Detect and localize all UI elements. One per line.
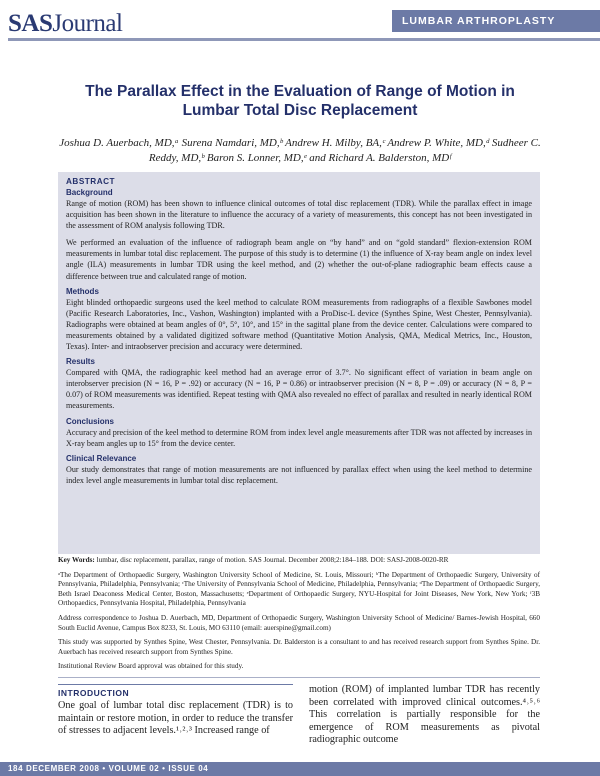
article-info xyxy=(58,556,540,677)
footer-text: 184 DECEMBER 2008 • VOLUME 02 • ISSUE 04 xyxy=(8,764,209,773)
body-divider xyxy=(58,677,540,678)
funding-statement: This study was supported by Synthes Spine, West Chester, Pennsylvania. Dr. Balderston is a consultant to and has received research support from Synthes Spine. Dr. Auerbach has received research support from Synthes Spine. xyxy=(58,638,540,656)
irb-statement: Institutional Review Board approval was obtained for this study. xyxy=(58,662,244,671)
body-column-right xyxy=(309,684,540,747)
introduction-text-right: motion (ROM) of implanted lumbar TDR has recently been correlated with improved clinical outcomes.⁴˒⁵˒⁶ This correlation is partially responsible for the emergence of ROM measurements as pivotal radiographic outcome xyxy=(309,684,540,746)
keywords-line xyxy=(58,556,540,566)
abstract-box xyxy=(58,172,540,554)
conclusions-paragraph: Accuracy and precision of the keel method to determine ROM from index level angle measurements after TDR was not affected by increases in X-ray beam angles up to 15° from the device center. xyxy=(66,427,532,448)
clinical-relevance-paragraph: Our study demonstrates that range of motion measurements are not influenced by parallax effect when using the keel method to determine index level angle measurements in lumbar total disc replacement. xyxy=(66,464,532,485)
introduction-text-left: One goal of lumbar total disc replacement (TDR) is to maintain or restore motion, in order to reduce the transfer of stresses to adjacent levels.¹˒²˒³ Increased range of xyxy=(58,700,293,737)
introduction-heading: INTRODUCTION xyxy=(58,684,293,698)
background-paragraph-2: We performed an evaluation of the influence of radiograph beam angle on “by hand” and on “gold standard” flexion-extension ROM measurements in lumbar total disc replacement. The purpose of this study is to determine (1) the influence of X-ray beam angle on index level angle (ILA) measurements in lumbar TDR using the keel method, and (2) whether the out-of-plane radiographic beam effects cause a difference between true and calculated range of motion. xyxy=(66,238,532,281)
keywords-label: Key Words: xyxy=(58,556,95,564)
header-divider xyxy=(8,38,600,41)
background-paragraph-1: Range of motion (ROM) has been shown to influence clinical outcomes of total disc replacement (TDR). While the parallax effect in image acquisition has been shown in the literature to influence the accuracy of a variety of measurements, this concept has not been investigated in the assessment of ROM analysis following TDR. xyxy=(66,199,532,231)
journal-logo: SASJournal xyxy=(8,10,123,37)
keywords-text: lumbar, disc replacement, parallax, range of motion. SAS Journal. December 2008;2:184–188. DOI: SASJ-2008-0020-RR xyxy=(96,556,449,564)
body-column-left xyxy=(58,684,293,738)
clinical-relevance-heading: Clinical Relevance xyxy=(66,453,137,463)
background-heading: Background xyxy=(66,188,113,197)
methods-heading: Methods xyxy=(66,286,99,296)
author-list: Joshua D. Auerbach, MD,ᵃ Surena Namdari, MD,ᵇ Andrew H. Milby, BA,ᶜ Andrew P. White, MD,ᵈ Sudheer C. Reddy, MD,ᵇ Baron S. Lonner, MD,ᵉ and Richard A. Balderston, MDᶠ xyxy=(59,137,541,164)
abstract-heading: ABSTRACT xyxy=(66,177,116,186)
article-title: The Parallax Effect in the Evaluation of Range of Motion in Lumbar Total Disc Replacement xyxy=(85,83,515,119)
results-paragraph: Compared with QMA, the radiographic keel method had an average error of 3.7°. No significant effect of variation in beam angle on interobserver precision (N = 16, P = .92) or accuracy (N = 16, P = 0.86) or intraobserver precision (N = 8, P = .09) or accuracy (N = 8, P = 0.07) of ROM measurements was identified. Repeat testing with QMA also revealed no effect of parallax and resulted in nearly identical ROM measurements. xyxy=(66,368,532,411)
methods-paragraph: Eight blinded orthopaedic surgeons used the keel method to calculate ROM measurements from radiographs of a flexible Sawbones model (Pacific Research Laboratories, Inc., Vashon, Washington) implanted with a ProDisc-L device (Synthes Spine, West Chester, Pennsylvania). Radiographs were obtained at beam angles of 0°, 5°, 10°, and 15° in the sagittal plane from the device center. Calculations were compared to measurements obtained by a validated digitized software method (Quantitative Motion Analysis, QMA, Medical Metrics, Inc., Houston, Texas). Inter- and intraobserver precision and accuracy were determined. xyxy=(66,297,532,352)
page-footer xyxy=(0,762,600,776)
correspondence: Address correspondence to Joshua D. Auerbach, MD, Department of Orthopaedic Surgery, Washington University School of Medicine/ Barnes-Jewish Hospital, 660 South Euclid Avenue, Campus Box 8233, St. Louis, MO 63110 (email: auerspine@gmail.com) xyxy=(58,613,540,632)
conclusions-heading: Conclusions xyxy=(66,416,115,426)
results-heading: Results xyxy=(66,357,95,367)
section-label: LUMBAR ARTHROPLASTY xyxy=(392,10,600,32)
affiliations: ᵃThe Department of Orthopaedic Surgery, Washington University School of Medicine, St. Louis, Missouri; ᵇThe Department of Orthopaedic Surgery, University of Pennsylvania, Philadelphia, Pennsylvania; ᶜThe University of Pennsylvania School of Medicine, Philadelphia, Pennsylvania; ᵈThe Department of Orthopaedic Surgery, Beth Israel Deaconess Medical Center, Boston, Massachusetts; ᵉDepartment of Orthopaedic Surgery, NYU-Hospital for Joint Diseases, New York, New York; ᶠ3B Orthopaedics, Pennsylvania Hospital, Philadelphia, Pennsylvania xyxy=(58,570,540,608)
